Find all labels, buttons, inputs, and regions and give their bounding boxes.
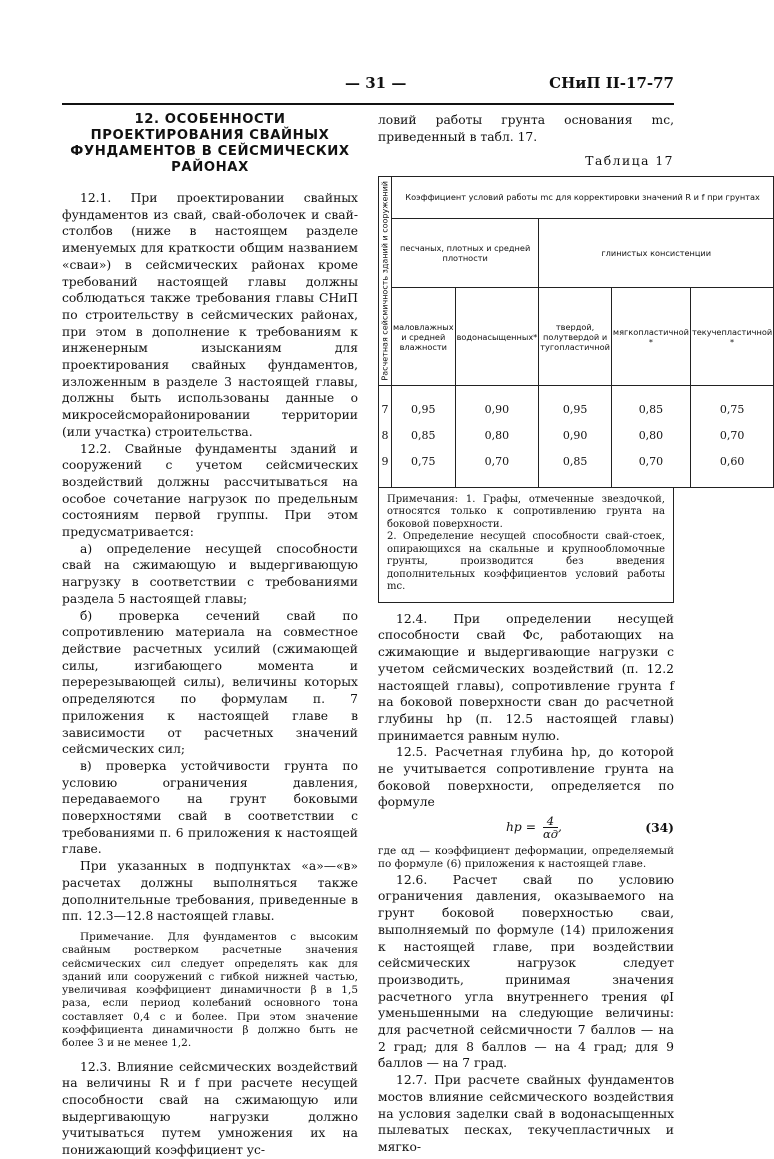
table-17: [378, 176, 774, 488]
fluid-values: [690, 385, 773, 487]
table-cell: 0,90: [562, 428, 588, 442]
table-cell: 0,85: [562, 454, 588, 468]
formula-denominator: αд: [542, 827, 558, 842]
table-notes: [378, 488, 674, 603]
formula-34: [378, 813, 674, 843]
paragraph-12-3: 12.3. Влияние сейсмических воздействий на величины R и f при расчете несущей способности свай на сжимающую или выдергивающую нагрузки должно учитываться путем умножения их на понижающий коэффициент ус-: [62, 1059, 358, 1158]
intensity-values: [379, 385, 392, 487]
header-sand: песчаных, плотных и средней плотности: [392, 218, 539, 288]
paragraph-12-1: 12.1. При проектировании свайных фундаментов из свай, свай-оболочек и свай-столбов (ниже в настоящем разделе именуемых для краткости общим названием «сваи») в сейсмических районах кроме требований настоящей главы должны соблюдаться также требования главы СНиП по строительству в сейсмических районах, при этом в дополнение к требованиям к инженерным изысканиям для проектирования свайных фундаментов, изложенным в разделе 3 настоящей главы, должны быть использованы данные о микросейсморайонировании территории (или участка) строительства.: [62, 191, 358, 439]
paragraph-12-4: 12.4. При определении несущей способности свай Φc, работающих на сжимающие и выдергивающие нагрузки с учетом сейсмических воздействий (п. 12.2 настоящей главы), сопротивление грунта f на боковой поверхности сван до расчетной глубины hp (п. 12.5 настоящей главы) принимается равным нулю.: [378, 611, 674, 743]
note-12-2: Примечание. Для фундаментов с высоким свайным ростверком расчетные значения сейсмических сил следует определять как для зданий или сооружений с гибкой нижней частью, увеличивая коэффициент динамичности β в 1,5 раза, если период колебаний основного тона составляет 0,4 с и более. При этом значение коэффициента динамичности β должно быть не более 3 и не менее 1,2.: [62, 930, 358, 1050]
header-hard: твердой, полутвердой и тугопластичной: [539, 288, 612, 385]
page-number: — 31 —: [345, 74, 407, 92]
paragraph-12-6: 12.6. Расчет свай по условию ограничения давления, оказываемого на грунт боковой поверхностью сваи, выполняемый по формуле (14) приложения к настоящей главе, при воздействии сейсмических нагрузок следует производить, принимая значения расчетного угла внутреннего трения φI уменьшенными на следующие величины: для расчетной сейсмичности 7 баллов — на 2 град; для 8 баллов — на 4 град; для 9 баллов — на 7 град.: [378, 872, 674, 1071]
page-header: [62, 74, 674, 96]
hard-values: [539, 385, 612, 487]
table-note-1: Примечания: 1. Графы, отмеченные звездочкой, относятся только к сопротивлению грунта на боковой поверхности.: [387, 493, 665, 530]
table-cell: 0,70: [484, 454, 510, 468]
table-cell: 0,85: [638, 402, 664, 416]
header-clay: глинистых консистенции: [539, 218, 774, 288]
table-note-2: 2. Определение несущей способности свай-стоек, опирающихся на скальные и крупнообломочные грунты, производится без введения дополнительных коэффициентов условий работы mc.: [387, 531, 665, 593]
paragraph-12-3-continued: ловий работы грунта основания mc, приведенный в табл. 17.: [378, 113, 674, 144]
header-wet: водонасыщенных*: [455, 288, 539, 385]
table-cell: 0,95: [562, 402, 588, 416]
paragraph-12-2-v: в) проверка устойчивости грунта по условию ограничения давления, передаваемого на грунт боковыми поверхностями свай в соответствии с требованиями п. 6 приложения к настоящей главе.: [62, 758, 358, 857]
table-cell: 9: [381, 454, 389, 468]
table-cell: 0,60: [719, 454, 745, 468]
formula-expression: hp = $\frac{4}{\alpha д}$ ,: [506, 814, 562, 842]
table-cell: 7: [381, 402, 389, 416]
paragraph-12-5: 12.5. Расчетная глубина hp, до которой не учитывается сопротивление грунта на боковой поверхности, определяется по формуле: [378, 745, 674, 810]
paragraph-12-2-end: При указанных в подпунктах «а»—«в» расчетах должны выполняться также дополнительные требования, приведенные в пп. 12.3—12.8 настоящей главы.: [62, 859, 358, 924]
formula-number: (34): [645, 820, 674, 836]
table-cell: 8: [381, 428, 389, 442]
formula-fraction: [543, 815, 558, 840]
header-rule: [62, 103, 674, 105]
table-cell: 0,90: [484, 402, 510, 416]
header-coefficient: Коэффициент условий работы mc для корректировки значений R и f при грунтах: [392, 177, 774, 219]
table-cell: 0,85: [411, 428, 436, 442]
formula-lhs: hp =: [506, 820, 537, 835]
table-caption: Таблица 17: [585, 154, 674, 169]
header-soft: мягкопластичной *: [611, 288, 690, 385]
paragraph-12-7: 12.7. При расчете свайных фундаментов мостов влияние сейсмического воздействия на условия заделки свай в водонасыщенных пылеватых песках, текучепластичных и мягко-: [378, 1073, 674, 1154]
dry-values: [392, 385, 456, 487]
paragraph-12-2: 12.2. Свайные фундаменты зданий и сооружений с учетом сейсмических воздействий должны рассчитываться на особое сочетание нагрузок по предельным состояниям первой группы. При этом предусматривается:: [62, 441, 358, 540]
table-cell: 0,70: [638, 454, 664, 468]
table-cell: 0,80: [638, 428, 664, 442]
paragraph-12-2-a: а) определение несущей способности свай на сжимающую и выдергивающую нагрузку в соответствии с требованиями раздела 5 настоящей главы;: [62, 541, 358, 606]
formula-numerator: 4: [543, 815, 558, 828]
paragraph-12-2-b: б) проверка сечений свай по сопротивлению материала на совместное действие расчетных усилий (сжимающей силы, изгибающего момента и перерезывающей силы), величины которых определяются по формулам п. 7 приложения к настоящей главе в зависимости от расчетных значений сейсмических сил;: [62, 608, 358, 757]
table-cell: 0,75: [411, 454, 436, 468]
table-cell: 0,75: [719, 402, 745, 416]
formula-where: где αд — коэффициент деформации, определяемый по формуле (6) приложения к настоящей главе.: [378, 845, 674, 871]
right-column: [378, 112, 773, 1156]
section-title: 12. ОСОБЕННОСТИ ПРОЕКТИРОВАНИЯ СВАЙНЫХ ФУНДАМЕНТОВ В СЕЙСМИЧЕСКИХ РАЙОНАХ: [70, 112, 350, 175]
header-fluid: текучепластичной *: [690, 288, 773, 385]
header-dry: маловлажных и средней влажности: [392, 288, 456, 385]
header-intensity: Расчетная сейсмичность зданий и сооружений: [379, 177, 392, 386]
wet-values: [455, 385, 539, 487]
table-cell: 0,70: [719, 428, 745, 442]
table-cell: 0,80: [484, 428, 510, 442]
soft-values: [611, 385, 690, 487]
table-cell: 0,95: [411, 402, 436, 416]
standard-code: СНиП II-17-77: [549, 74, 674, 92]
left-column: [62, 112, 358, 1159]
